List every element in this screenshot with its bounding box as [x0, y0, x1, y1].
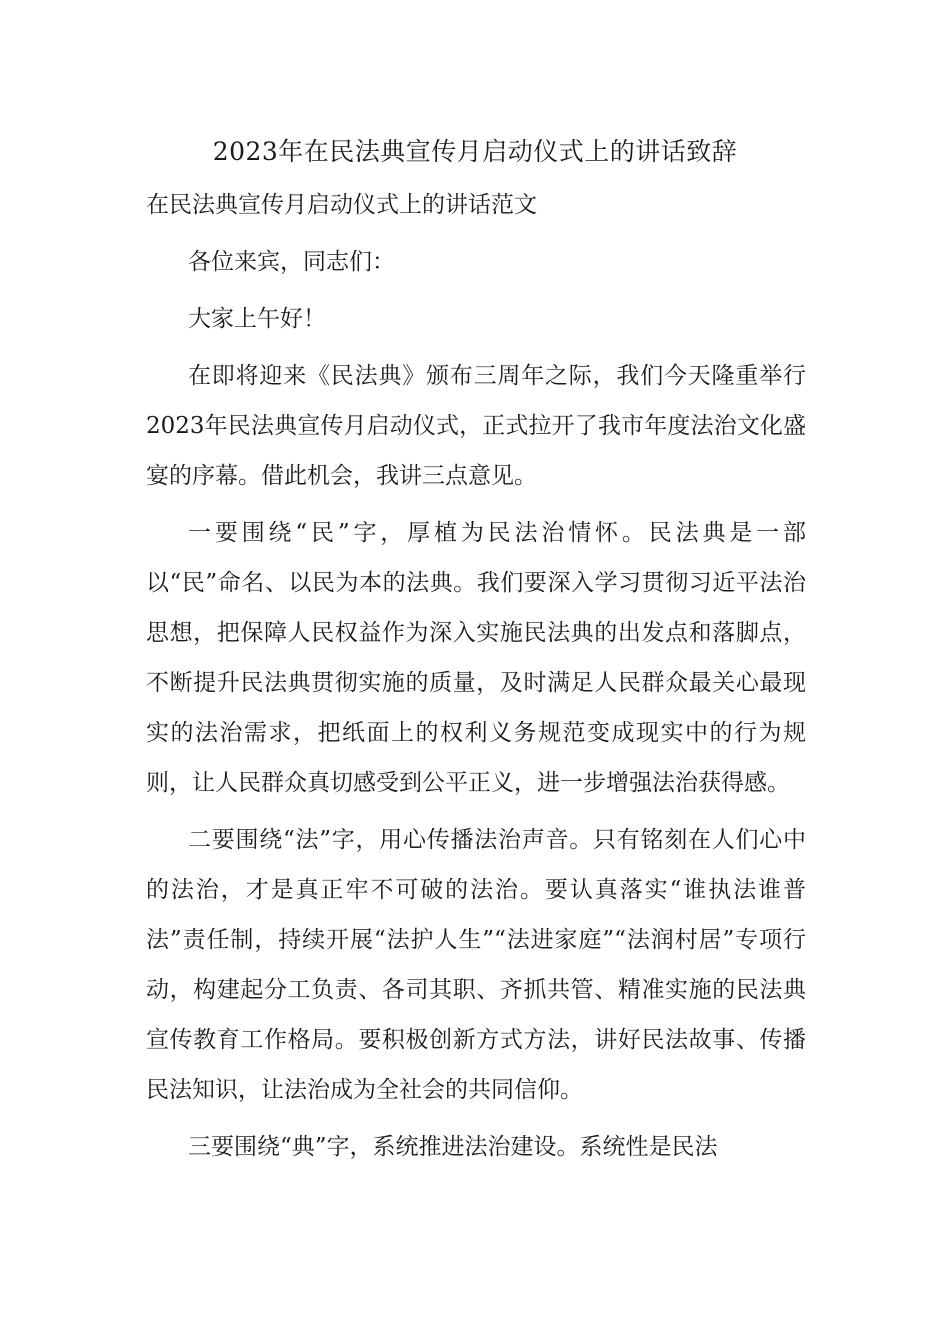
document-title: 2023年在民法典宣传月启动仪式上的讲话致辞	[212, 137, 738, 166]
paragraph-point-three: 三要围绕“典”字，系统推进法治建设。系统性是民法	[188, 1134, 718, 1160]
paragraph-point-two: 二要围绕“法”字，用心传播法治声音。只有铭刻在人们心中的法治，才是真正牢不可破的法治。要认真落实“谁执法谁普法”责任制，持续开展“法护人生”“法进家庭”“法润村居”专项行动，构建起分工负责、各司其职、齐抓共管、精准实施的民法典宣传教育工作格局。要积极创新方式方法，讲好民法故事、传播民法知识，让法治成为全社会的共同信仰。	[146, 827, 806, 1103]
paragraph-point-one: 一要围绕“民”字，厚植为民法治情怀。民法典是一部以“民”命名、以民为本的法典。我们要深入学习贯彻习近平法治思想，把保障人民权益作为深入实施民法典的出发点和落脚点，不断提升民法典贯彻实施的质量，及时满足人民群众最关心最现实的法治需求，把纸面上的权利义务规范变成现实中的行为规则，让人民群众真切感受到公平正义，进一步增强法治获得感。	[146, 520, 806, 796]
paragraph-intro: 在即将迎来《民法典》颁布三周年之际，我们今天隆重举行2023年民法典宣传月启动仪式，正式拉开了我市年度法治文化盛宴的序幕。借此机会，我讲三点意见。	[146, 363, 806, 489]
document-subtitle: 在民法典宣传月启动仪式上的讲话范文	[146, 192, 537, 218]
paragraph-greeting: 大家上午好！	[188, 306, 326, 332]
document-body	[146, 180, 806, 1179]
paragraph-salutation: 各位来宾，同志们：	[188, 249, 395, 275]
